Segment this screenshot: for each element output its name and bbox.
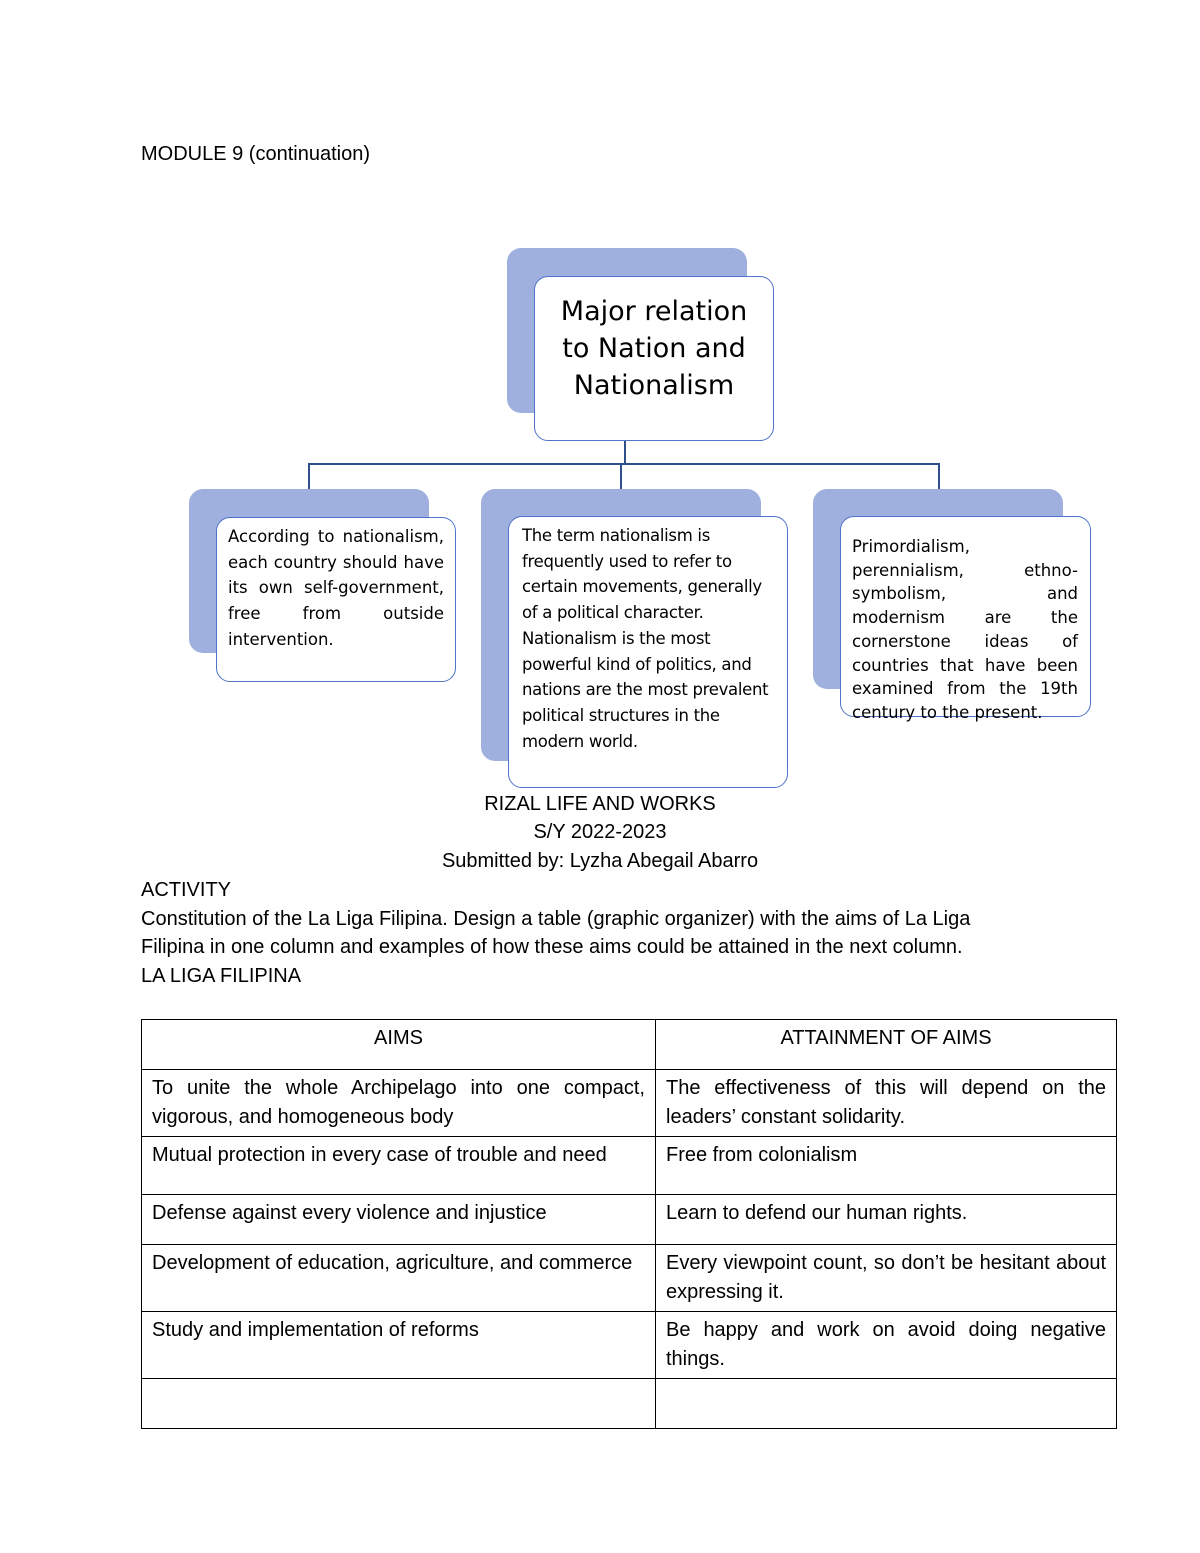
attainment-cell: Free from colonialism xyxy=(656,1137,1117,1195)
table-row xyxy=(142,1245,1117,1312)
root-node-label: Major relation to Nation and Nationalism xyxy=(560,296,748,401)
table-title: LA LIGA FILIPINA xyxy=(141,965,302,987)
table-row xyxy=(142,1195,1117,1245)
connector-middle xyxy=(620,463,622,490)
left-node xyxy=(216,517,456,682)
table-row xyxy=(142,1070,1117,1137)
activity-label: ACTIVITY xyxy=(141,879,232,901)
middle-node xyxy=(508,516,788,788)
attainment-cell xyxy=(656,1379,1117,1429)
right-node-text: Primordialism, perennialism, ethno-symbolism, and modernism are the cornerstone ideas of countries that have been examined from the 19th century to the present. xyxy=(852,537,1078,722)
connector-right xyxy=(938,463,940,490)
root-node xyxy=(534,276,774,441)
table-row-empty xyxy=(142,1379,1117,1429)
table-row xyxy=(142,1137,1117,1195)
aim-cell xyxy=(142,1379,656,1429)
course-title: RIZAL LIFE AND WORKS xyxy=(484,793,716,815)
aim-cell: To unite the whole Archipelago into one compact, vigorous, and homogeneous body xyxy=(142,1070,656,1137)
attainment-cell: Every viewpoint count, so don’t be hesitant about expressing it. xyxy=(656,1245,1117,1312)
aims-table xyxy=(141,1019,1117,1429)
header-aims: AIMS xyxy=(142,1020,656,1070)
submitted-by: Submitted by: Lyzha Abegail Abarro xyxy=(441,850,759,872)
middle-node-text: The term nationalism is frequently used to refer to certain movements, generally of a political character. Nationalism is the most powerful kind of politics, and nations are the most prevalent political structures in the modern world. xyxy=(522,526,769,751)
table-header-row xyxy=(142,1020,1117,1070)
table-row xyxy=(142,1312,1117,1379)
connector-horizontal xyxy=(308,463,940,465)
aim-cell: Mutual protection in every case of trouble and need xyxy=(142,1137,656,1195)
school-year: S/Y 2022-2023 xyxy=(533,821,667,843)
attainment-cell: The effectiveness of this will depend on the leaders’ constant solidarity. xyxy=(656,1070,1117,1137)
header-attainment: ATTAINMENT OF AIMS xyxy=(656,1020,1117,1070)
connector-left xyxy=(308,463,310,490)
left-node-text: According to nationalism, each country should have its own self-government, free from outside intervention. xyxy=(228,527,444,649)
attainment-cell: Learn to defend our human rights. xyxy=(656,1195,1117,1245)
aim-cell: Defense against every violence and injustice xyxy=(142,1195,656,1245)
attainment-cell: Be happy and work on avoid doing negative things. xyxy=(656,1312,1117,1379)
right-node xyxy=(840,516,1091,722)
aim-cell: Development of education, agriculture, and commerce xyxy=(142,1245,656,1312)
activity-instructions-line1: Constitution of the La Liga Filipina. Design a table (graphic organizer) with the aims of La Liga xyxy=(141,908,971,930)
activity-instructions-line2: Filipina in one column and examples of how these aims could be attained in the next column. xyxy=(141,936,963,958)
module-title: MODULE 9 (continuation) xyxy=(141,143,370,165)
connector-root-stem xyxy=(624,440,626,464)
aim-cell: Study and implementation of reforms xyxy=(142,1312,656,1379)
